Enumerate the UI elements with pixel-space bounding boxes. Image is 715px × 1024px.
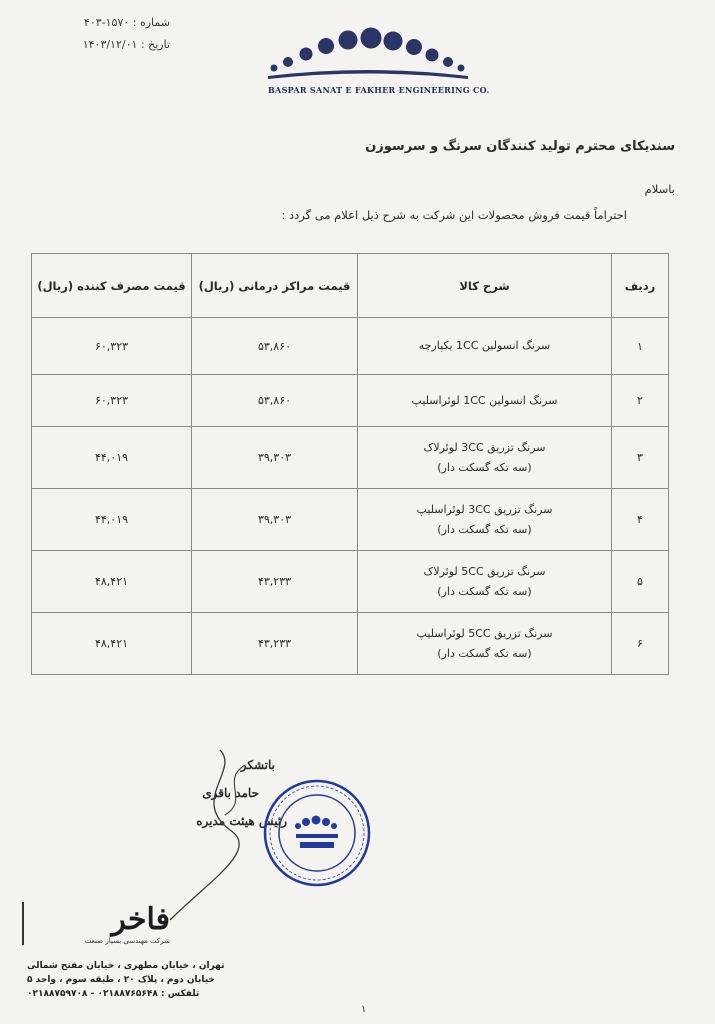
- description-subline: (سه تکه گسکت دار): [437, 584, 532, 598]
- cell-center-price: ۵۳,۸۶۰: [192, 375, 358, 427]
- description-line: سرنگ انسولین 1CC لوئراسلیپ: [411, 393, 558, 407]
- cell-consumer-price: ۴۸,۴۲۱: [32, 551, 192, 613]
- letter-number-value: ۱۵۷۰-۴۰۳: [83, 16, 130, 29]
- letter-date: [83, 38, 170, 51]
- cell-center-price: ۵۳,۸۶۰: [192, 318, 358, 375]
- closing-thanks: باتشکر: [240, 758, 275, 772]
- page-number: ۱: [361, 1004, 367, 1015]
- table-row: [32, 375, 669, 427]
- table-row: [32, 489, 669, 551]
- letter-number: [84, 16, 170, 29]
- recipient-title: سندیکای محترم تولید کنندگان سرنگ و سرسوزن: [365, 139, 675, 154]
- letter-date-label: تاریخ :: [140, 38, 170, 51]
- description-line: سرنگ تزریق 3CC لوئراسلیپ: [416, 502, 553, 516]
- footer-brand-sub: شرکت مهندسی بسپار صنعت: [84, 937, 170, 945]
- table-row: [32, 551, 669, 613]
- footer-brand-block: [22, 902, 170, 945]
- company-name: BASPAR SANAT E FAKHER ENGINEERING CO.: [268, 85, 490, 95]
- table-row: [32, 613, 669, 675]
- cell-center-price: ۳۹,۳۰۳: [192, 489, 358, 551]
- cell-consumer-price: ۶۰,۳۲۳: [32, 375, 192, 427]
- company-stamp: [262, 778, 372, 888]
- header-consumer-price: قیمت مصرف کننده (ریال): [32, 254, 192, 318]
- footer-address: [27, 959, 227, 1001]
- cell-consumer-price: ۴۸,۴۲۱: [32, 613, 192, 675]
- description-line: سرنگ تزریق 5CC لوئرلاک: [423, 564, 546, 578]
- header-description: شرح کالا: [358, 254, 612, 318]
- description-line: سرنگ تزریق 5CC لوئراسلیپ: [416, 626, 553, 640]
- cell-description: [358, 375, 612, 427]
- description-subline: (سه تکه گسکت دار): [437, 646, 532, 660]
- cell-row-number: ۱: [612, 318, 669, 375]
- cell-description: [358, 489, 612, 551]
- price-table: [31, 253, 669, 675]
- table-row: [32, 427, 669, 489]
- letter-date-value: ۱۴۰۳/۱۲/۰۱: [82, 38, 138, 51]
- table-row: [32, 318, 669, 375]
- company-logo: [268, 24, 468, 84]
- header-row-number: ردیف: [612, 254, 669, 318]
- address-line: خیابان دوم ، پلاک ۲۰ ، طبقه سوم ، واحد ۵: [27, 975, 215, 985]
- letter-body: احتراماً قیمت فروش محصولات این شرکت به شرح ذیل اعلام می گردد :: [281, 208, 627, 222]
- description-subline: (سه تکه گسکت دار): [437, 460, 532, 474]
- description-subline: (سه تکه گسکت دار): [437, 522, 532, 536]
- cell-consumer-price: ۴۴,۰۱۹: [32, 489, 192, 551]
- description-line: سرنگ انسولین 1CC یکپارچه: [418, 339, 551, 352]
- cell-center-price: ۴۳,۲۳۳: [192, 551, 358, 613]
- cell-description: [358, 427, 612, 489]
- cell-row-number: ۳: [612, 427, 669, 489]
- cell-row-number: ۶: [612, 613, 669, 675]
- cell-row-number: ۴: [612, 489, 669, 551]
- footer-brand: فاخر: [111, 902, 170, 937]
- cell-consumer-price: ۶۰,۳۲۳: [32, 318, 192, 375]
- cell-row-number: ۲: [612, 375, 669, 427]
- cell-consumer-price: ۴۴,۰۱۹: [32, 427, 192, 489]
- cell-row-number: ۵: [612, 551, 669, 613]
- cell-center-price: ۳۹,۳۰۳: [192, 427, 358, 489]
- phone-line: تلفکس : ۰۲۱۸۸۷۶۵۶۴۸ - ۰۲۱۸۸۷۵۹۷۰۸: [27, 989, 200, 999]
- cell-description: [358, 318, 612, 375]
- signer-name: حامد باقری: [202, 786, 259, 800]
- cell-center-price: ۴۳,۲۳۳: [192, 613, 358, 675]
- cell-description: [358, 551, 612, 613]
- cell-description: [358, 613, 612, 675]
- letter-number-label: شماره :: [132, 16, 170, 29]
- table-header-row: [32, 254, 669, 318]
- address-line: تهران ، خیابان مطهری ، خیابان مفتح شمالی: [27, 961, 225, 971]
- greeting: باسلام: [644, 182, 675, 196]
- header-center-price: قیمت مراکز درمانی (ریال): [192, 254, 358, 318]
- description-line: سرنگ تزریق 3CC لوئرلاک: [423, 440, 546, 454]
- signer-position: رئیس هیئت مدیره: [196, 814, 287, 828]
